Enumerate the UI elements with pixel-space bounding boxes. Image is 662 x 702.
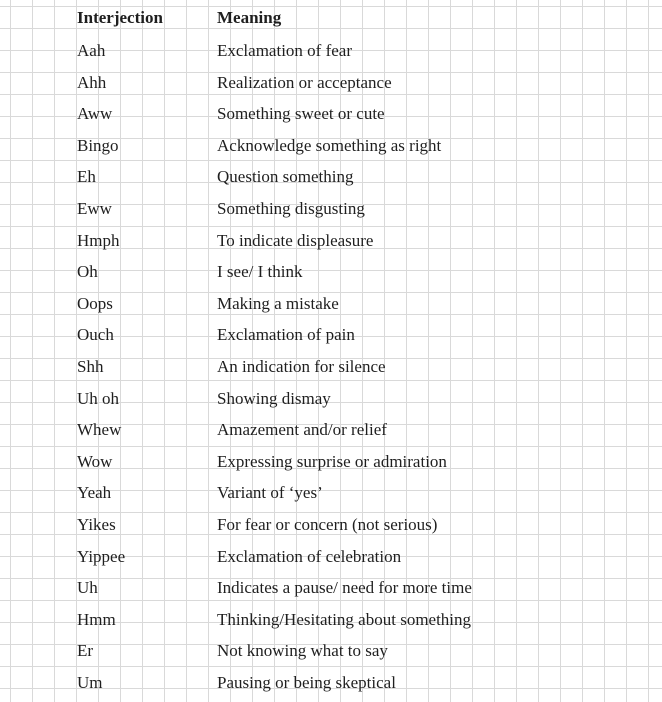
table-row (0, 165, 662, 197)
interjection-meaning: Something disgusting (217, 198, 365, 218)
table-row (0, 671, 662, 702)
table-row (0, 418, 662, 450)
interjection-term: Whew (77, 420, 122, 440)
interjection-term: Oops (77, 293, 113, 313)
interjection-term: Aah (77, 41, 106, 60)
table-row (0, 39, 662, 71)
table-row (0, 608, 662, 640)
table-row (0, 481, 662, 513)
table-row (0, 639, 662, 671)
interjection-meaning: Something sweet or cute (217, 104, 385, 124)
interjection-term: Um (77, 672, 103, 692)
interjection-term: Eww (77, 198, 112, 218)
interjection-meaning: Realization or acceptance (217, 72, 392, 92)
table-row (0, 134, 662, 166)
table-row (0, 450, 662, 482)
table-row (0, 576, 662, 608)
interjection-meaning: Making a mistake (217, 293, 339, 313)
interjection-term: Yippee (77, 546, 126, 566)
interjection-term: Oh (77, 262, 98, 282)
interjection-term: Yeah (77, 483, 112, 503)
interjection-meaning: Not knowing what to say (217, 641, 388, 661)
interjection-meaning: Variant of ‘yes’ (217, 483, 323, 503)
interjection-meaning: To indicate displeasure (217, 230, 374, 250)
interjection-term: Yikes (77, 514, 116, 534)
interjection-meaning: For fear or concern (not serious) (217, 514, 438, 534)
interjection-term: Er (77, 641, 94, 661)
table-row (0, 102, 662, 134)
interjection-meaning: I see/ I think (217, 262, 303, 282)
table-row (0, 545, 662, 577)
interjection-meaning: Thinking/Hesitating about something (217, 609, 472, 629)
interjection-term: Uh (77, 578, 98, 598)
table-row (0, 197, 662, 229)
table-row (0, 229, 662, 261)
interjection-meaning: Exclamation of fear (217, 41, 352, 60)
interjection-term: Ahh (77, 72, 107, 92)
table-row (0, 323, 662, 355)
interjection-meaning: Acknowledge something as right (217, 135, 442, 155)
header-interjection: Interjection (77, 8, 163, 27)
interjection-meaning: Amazement and/or relief (217, 420, 387, 440)
interjection-meaning: Expressing surprise or admiration (217, 451, 447, 471)
interjection-term: Bingo (77, 135, 119, 155)
interjection-term: Hmph (77, 230, 120, 250)
interjection-term: Wow (77, 451, 113, 471)
table-row (0, 355, 662, 387)
table-row (0, 292, 662, 324)
interjection-term: Eh (77, 167, 96, 187)
interjection-term: Aww (77, 104, 113, 124)
interjection-meaning: Exclamation of pain (217, 325, 355, 345)
table-row (0, 260, 662, 292)
interjection-meaning: Pausing or being skeptical (217, 672, 396, 692)
table-row (0, 71, 662, 103)
table-header (0, 8, 662, 34)
interjection-meaning: Indicates a pause/ need for more time (217, 578, 472, 598)
table-row (0, 387, 662, 419)
interjection-term: Ouch (77, 325, 114, 345)
interjection-meaning: Question something (217, 167, 354, 187)
interjection-term: Uh oh (77, 388, 120, 408)
table-body (0, 39, 662, 702)
header-meaning: Meaning (217, 8, 282, 27)
interjection-meaning: Showing dismay (217, 388, 331, 408)
interjection-meaning: An indication for silence (217, 356, 386, 376)
interjection-meaning: Exclamation of celebration (217, 546, 402, 566)
interjection-term: Shh (77, 356, 104, 376)
table-row (0, 513, 662, 545)
interjection-term: Hmm (77, 609, 116, 629)
